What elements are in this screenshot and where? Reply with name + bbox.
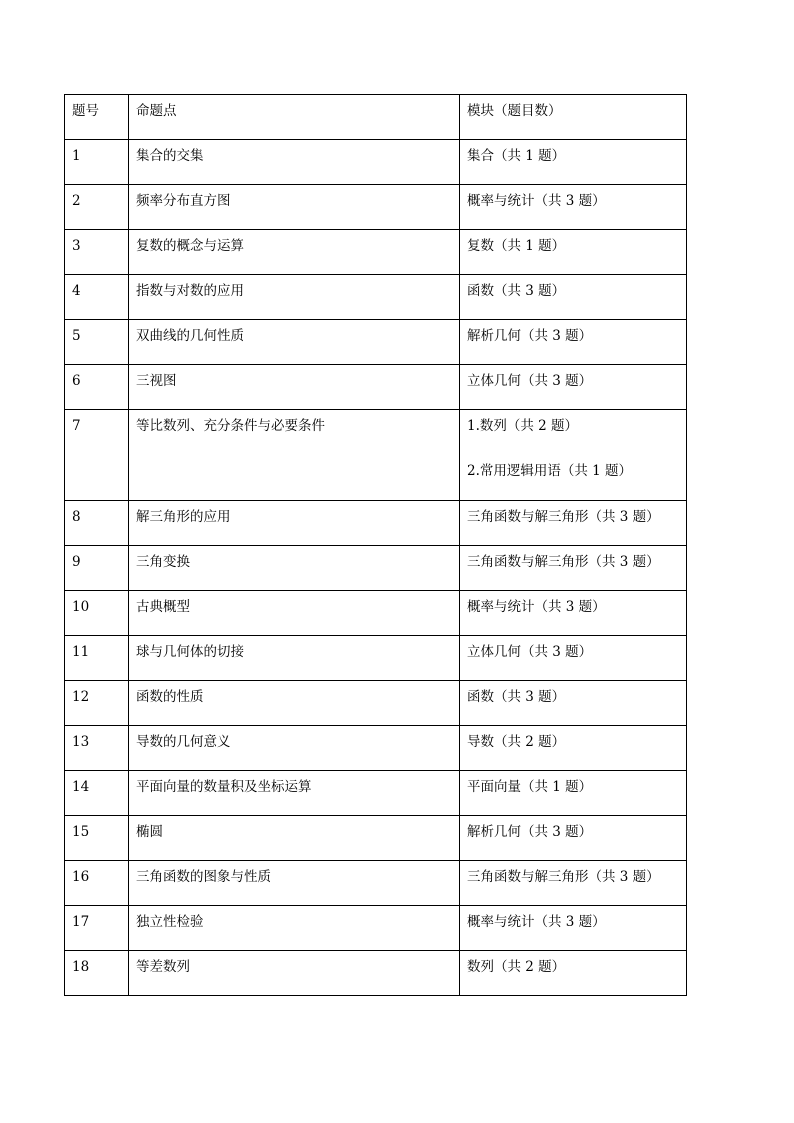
module-cell (460, 681, 687, 726)
module-line: 概率与统计（共 3 题） (467, 914, 606, 930)
table-row (65, 726, 687, 771)
table-row (65, 636, 687, 681)
table-row (65, 546, 687, 591)
module-cell (460, 275, 687, 320)
topic-cell: 等差数列 (129, 951, 460, 996)
module-line: 数列（共 2 题） (467, 959, 566, 975)
table-row (65, 320, 687, 365)
module-cell (460, 816, 687, 861)
question-number-cell: 10 (65, 591, 129, 636)
topic-cell: 椭圆 (129, 816, 460, 861)
question-number-cell: 5 (65, 320, 129, 365)
topic-cell: 古典概型 (129, 591, 460, 636)
table-row (65, 365, 687, 410)
question-number-cell: 17 (65, 906, 129, 951)
module-cell (460, 501, 687, 546)
question-number-cell: 9 (65, 546, 129, 591)
question-number-cell: 3 (65, 230, 129, 275)
question-number-cell: 4 (65, 275, 129, 320)
question-number-cell: 11 (65, 636, 129, 681)
table-row (65, 275, 687, 320)
question-number-cell: 18 (65, 951, 129, 996)
module-line: 解析几何（共 3 题） (467, 824, 593, 840)
table-row (65, 951, 687, 996)
topic-cell: 导数的几何意义 (129, 726, 460, 771)
table-row (65, 816, 687, 861)
topic-cell: 指数与对数的应用 (129, 275, 460, 320)
module-cell (460, 365, 687, 410)
table-row (65, 140, 687, 185)
table-row (65, 185, 687, 230)
table-row (65, 230, 687, 275)
table-row (65, 410, 687, 501)
table-row (65, 501, 687, 546)
module-cell (460, 546, 687, 591)
table-row (65, 861, 687, 906)
module-cell (460, 410, 687, 501)
module-line: 函数（共 3 题） (467, 283, 566, 299)
module-cell (460, 140, 687, 185)
header-question-number: 题号 (65, 95, 129, 140)
module-cell (460, 636, 687, 681)
module-line: 三角函数与解三角形（共 3 题） (467, 509, 660, 525)
module-line: 2.常用逻辑用语（共 1 题） (467, 463, 633, 479)
exam-topic-table (64, 94, 687, 996)
question-number-cell: 14 (65, 771, 129, 816)
topic-cell: 球与几何体的切接 (129, 636, 460, 681)
module-line: 三角函数与解三角形（共 3 题） (467, 869, 660, 885)
question-number-cell: 13 (65, 726, 129, 771)
module-line: 解析几何（共 3 题） (467, 328, 593, 344)
module-cell (460, 906, 687, 951)
module-cell (460, 951, 687, 996)
module-cell (460, 861, 687, 906)
table-row (65, 771, 687, 816)
question-number-cell: 8 (65, 501, 129, 546)
topic-cell: 复数的概念与运算 (129, 230, 460, 275)
module-line: 集合（共 1 题） (467, 148, 566, 164)
module-line: 1.数列（共 2 题） (467, 418, 579, 434)
header-topic: 命题点 (129, 95, 460, 140)
question-number-cell: 1 (65, 140, 129, 185)
module-cell (460, 230, 687, 275)
module-line: 概率与统计（共 3 题） (467, 599, 606, 615)
table-row (65, 591, 687, 636)
module-cell (460, 320, 687, 365)
module-line: 导数（共 2 题） (467, 734, 566, 750)
module-line: 立体几何（共 3 题） (467, 373, 593, 389)
module-line: 立体几何（共 3 题） (467, 644, 593, 660)
module-line: 平面向量（共 1 题） (467, 779, 593, 795)
module-line: 三角函数与解三角形（共 3 题） (467, 554, 660, 570)
table-header-row (65, 95, 687, 140)
topic-cell: 解三角形的应用 (129, 501, 460, 546)
topic-cell: 等比数列、充分条件与必要条件 (129, 410, 460, 501)
topic-cell: 平面向量的数量积及坐标运算 (129, 771, 460, 816)
module-cell (460, 591, 687, 636)
question-number-cell: 12 (65, 681, 129, 726)
topic-cell: 函数的性质 (129, 681, 460, 726)
question-number-cell: 16 (65, 861, 129, 906)
topic-cell: 频率分布直方图 (129, 185, 460, 230)
question-number-cell: 2 (65, 185, 129, 230)
module-cell (460, 726, 687, 771)
module-cell (460, 185, 687, 230)
question-number-cell: 7 (65, 410, 129, 501)
module-cell (460, 771, 687, 816)
module-line: 概率与统计（共 3 题） (467, 193, 606, 209)
topic-cell: 三视图 (129, 365, 460, 410)
header-module: 模块（题目数） (460, 95, 687, 140)
module-line: 函数（共 3 题） (467, 689, 566, 705)
table-row (65, 906, 687, 951)
table-row (65, 681, 687, 726)
topic-cell: 独立性检验 (129, 906, 460, 951)
topic-cell: 双曲线的几何性质 (129, 320, 460, 365)
topic-cell: 三角变换 (129, 546, 460, 591)
topic-cell: 集合的交集 (129, 140, 460, 185)
question-number-cell: 15 (65, 816, 129, 861)
module-line: 复数（共 1 题） (467, 238, 566, 254)
topic-cell: 三角函数的图象与性质 (129, 861, 460, 906)
question-number-cell: 6 (65, 365, 129, 410)
